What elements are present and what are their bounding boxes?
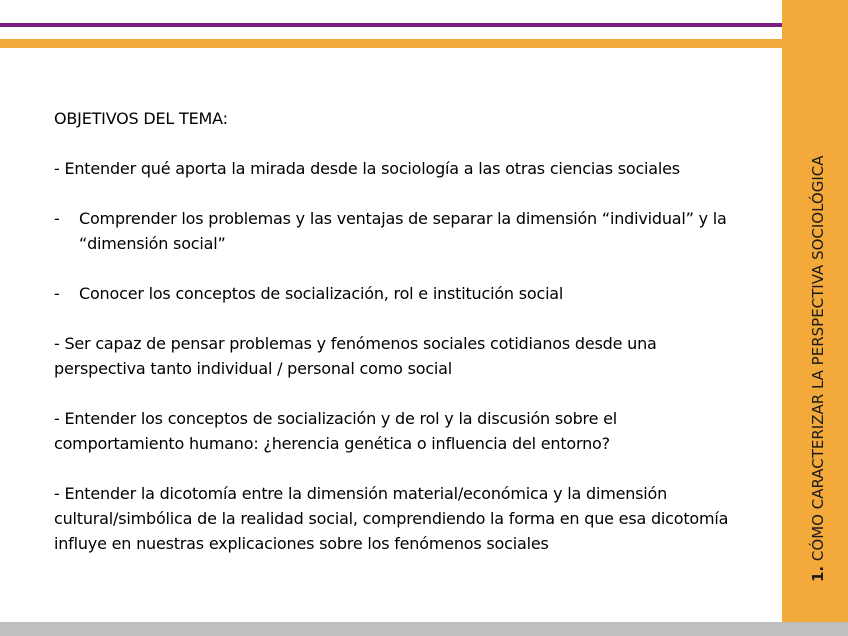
objective-item: - Entender los conceptos de socialización y de rol y la discusión sobre el comportamiento humano: ¿herencia genética o influencia del entorno? [54,409,617,453]
header-orange-rule [0,39,782,48]
footer-bar [0,622,848,636]
objective-bullet-item [54,206,744,256]
section-number: 1. [809,565,827,582]
bullet-dash: - [54,209,60,228]
objectives-heading: OBJETIVOS DEL TEMA: [54,109,228,128]
section-sidebar [782,0,848,622]
header-purple-rule [0,23,782,27]
section-title [808,155,828,582]
bullet-text: Conocer los conceptos de socialización, rol e institución social [79,284,564,303]
section-title-text: CÓMO CARACTERIZAR LA PERSPECTIVA SOCIOLÓGICA [809,155,827,562]
bullet-dash: - [54,284,60,303]
objective-item: - Ser capaz de pensar problemas y fenómenos sociales cotidianos desde una perspectiva tanto individual / personal como social [54,334,657,378]
objective-item: - Entender qué aporta la mirada desde la sociología a las otras ciencias sociales [54,159,680,178]
objective-bullet-item [54,281,744,306]
bullet-text: Comprender los problemas y las ventajas de separar la dimensión “individual” y la “dimensión social” [79,209,727,253]
objective-item: - Entender la dicotomía entre la dimensión material/económica y la dimensión cultural/simbólica de la realidad social, comprendiendo la forma en que esa dicotomía influye en nuestras explicaciones sobre los fenómenos sociales [54,484,729,553]
objectives-content [54,106,744,581]
